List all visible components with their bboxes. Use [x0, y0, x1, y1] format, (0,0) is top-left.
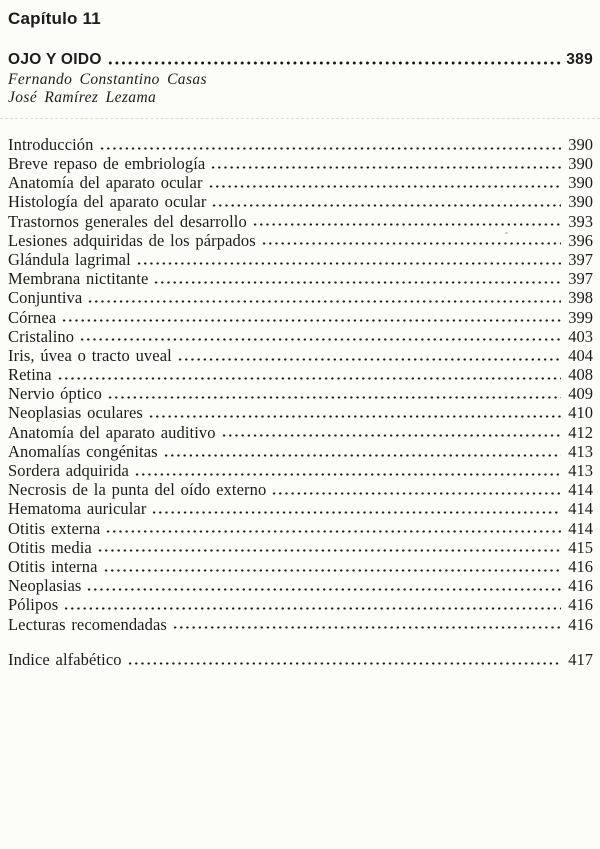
dot-leader: [208, 184, 561, 189]
toc-entry-page: 416: [568, 614, 593, 634]
toc-entry-page: 413: [568, 461, 593, 480]
dot-leader: [61, 318, 561, 323]
toc-entry-page: 390: [568, 192, 593, 212]
toc-entry-label: Otitis externa: [8, 518, 101, 538]
dot-leader: [151, 510, 561, 515]
toc-entry: [8, 615, 593, 634]
index-entry: [8, 650, 593, 669]
chapter-title: OJO Y OIDO: [8, 51, 102, 68]
dot-leader: [177, 357, 561, 362]
toc-entry: [8, 423, 593, 442]
toc-entry: [8, 557, 593, 576]
toc-entry-label: Pólipos: [8, 595, 59, 615]
toc-entry-label: Anomalías congénitas: [8, 441, 158, 461]
toc-entry-page: 416: [568, 576, 593, 596]
toc-entry-page: 410: [568, 403, 593, 423]
toc-entry-label: Anatomía del aparato ocular: [8, 173, 203, 193]
toc-entry-page: 404: [568, 345, 593, 365]
toc-entry-page: 409: [568, 384, 593, 404]
dot-leader: [261, 241, 561, 246]
index-entry-page: 417: [568, 650, 593, 670]
toc-entry-page: 403: [568, 326, 593, 346]
toc-entry: [8, 403, 593, 422]
toc-entry-label: Cristalino: [8, 326, 75, 346]
toc-entry-page: 397: [568, 269, 593, 289]
dot-leader: [86, 587, 561, 592]
toc-entry-label: Trastornos generales del desarrollo: [8, 211, 247, 231]
dot-leader: [107, 60, 563, 66]
dot-leader: [211, 203, 561, 208]
toc-entry: [8, 519, 593, 538]
dot-leader: [63, 606, 561, 611]
toc-entry: [8, 480, 593, 499]
dot-leader: [271, 491, 561, 496]
dot-leader: [79, 337, 561, 342]
dot-leader: [99, 146, 561, 151]
toc-entry-page: 393: [568, 211, 593, 231]
dot-leader: [210, 165, 561, 170]
toc-entry-label: Lecturas recomendadas: [8, 614, 167, 634]
toc-entry-page: 396: [568, 230, 593, 250]
toc-entry: [8, 461, 593, 480]
toc-entry: [8, 250, 593, 269]
toc-entry-label: Retina: [8, 365, 52, 385]
dot-leader: [221, 433, 561, 438]
dot-leader: [153, 280, 561, 285]
dot-leader: [134, 472, 561, 477]
dot-leader: [163, 453, 561, 458]
scan-artifact-line: [0, 118, 600, 119]
toc-entry-label: Otitis media: [8, 537, 92, 557]
dot-leader: [107, 395, 561, 400]
toc-entry-label: Neoplasias oculares: [8, 403, 143, 423]
toc-entry: [8, 192, 593, 211]
toc-entry: [8, 288, 593, 307]
toc-entry-label: Anatomía del aparato auditivo: [8, 422, 216, 442]
dot-leader: [57, 376, 561, 381]
toc-entry-page: 414: [568, 518, 593, 538]
toc-entry-label: Breve repaso de embriología: [8, 154, 206, 173]
dot-leader: [127, 661, 561, 666]
toc-entry-label: Necrosis de la punta del oído externo: [8, 480, 267, 500]
toc-entry: [8, 538, 593, 557]
toc-entry-page: 408: [568, 365, 593, 385]
toc-entry-label: Histología del aparato ocular: [8, 192, 207, 212]
toc-entry-page: 412: [568, 422, 593, 442]
dot-leader: [172, 625, 561, 630]
toc-entry-label: Glándula lagrimal: [8, 249, 131, 269]
toc-entry-label: Córnea: [8, 307, 57, 327]
chapter-start-page: 389: [566, 51, 593, 68]
toc-list: [8, 135, 593, 634]
toc-entry-page: 416: [568, 556, 593, 576]
toc-entry: [8, 595, 593, 614]
chapter-title-row: [8, 51, 593, 68]
toc-entry: [8, 135, 593, 154]
dot-leader: [148, 414, 561, 419]
toc-entry: [8, 499, 593, 518]
toc-entry-page: 415: [568, 537, 593, 557]
toc-entry-page: 397: [568, 249, 593, 269]
dot-leader: [252, 222, 561, 227]
toc-entry: [8, 327, 593, 346]
toc-entry-label: Hematoma auricular: [8, 499, 147, 519]
dot-leader: [103, 568, 561, 573]
author-list: [8, 71, 593, 108]
toc-entry-label: Lesiones adquiridas de los párpados: [8, 230, 256, 250]
toc-entry-label: Sordera adquirida: [8, 461, 129, 480]
toc-entry-page: 398: [568, 288, 593, 308]
toc-entry: [8, 384, 593, 403]
index-entry-label: Indice alfabético: [8, 650, 122, 670]
toc-entry-page: 416: [568, 595, 593, 615]
toc-entry-page: 390: [568, 173, 593, 193]
toc-entry-label: Introducción: [8, 134, 94, 154]
toc-entry: [8, 212, 593, 231]
dot-leader: [97, 548, 561, 553]
chapter-label: Capítulo 11: [8, 9, 101, 28]
author-name: José Ramírez Lezama: [8, 89, 157, 107]
toc-entry: [8, 346, 593, 365]
toc-entry-page: 390: [568, 154, 593, 173]
toc-entry-label: Otitis interna: [8, 556, 98, 576]
toc-entry-label: Membrana nictitante: [8, 269, 149, 289]
dot-leader: [105, 529, 561, 534]
toc-entry-label: Nervio óptico: [8, 384, 102, 404]
toc-entry-page: 390: [568, 134, 593, 154]
toc-entry-page: 413: [568, 441, 593, 461]
toc-entry-label: Iris, úvea o tracto uveal: [8, 345, 172, 365]
author-name: Fernando Constantino Casas: [8, 71, 207, 88]
toc-entry: [8, 269, 593, 288]
toc-entry: [8, 365, 593, 384]
toc-entry: [8, 308, 593, 327]
toc-entry-page: 399: [568, 307, 593, 327]
toc-entry: [8, 154, 593, 173]
dot-leader: [136, 261, 561, 266]
toc-entry: [8, 442, 593, 461]
toc-entry-page: 414: [568, 480, 593, 500]
dot-leader: [87, 299, 561, 304]
toc-entry-label: Conjuntiva: [8, 288, 83, 308]
toc-entry: [8, 173, 593, 192]
scan-speck: [505, 232, 508, 234]
toc-entry: [8, 576, 593, 595]
toc-entry-page: 414: [568, 499, 593, 519]
toc-entry-label: Neoplasias: [8, 576, 82, 596]
